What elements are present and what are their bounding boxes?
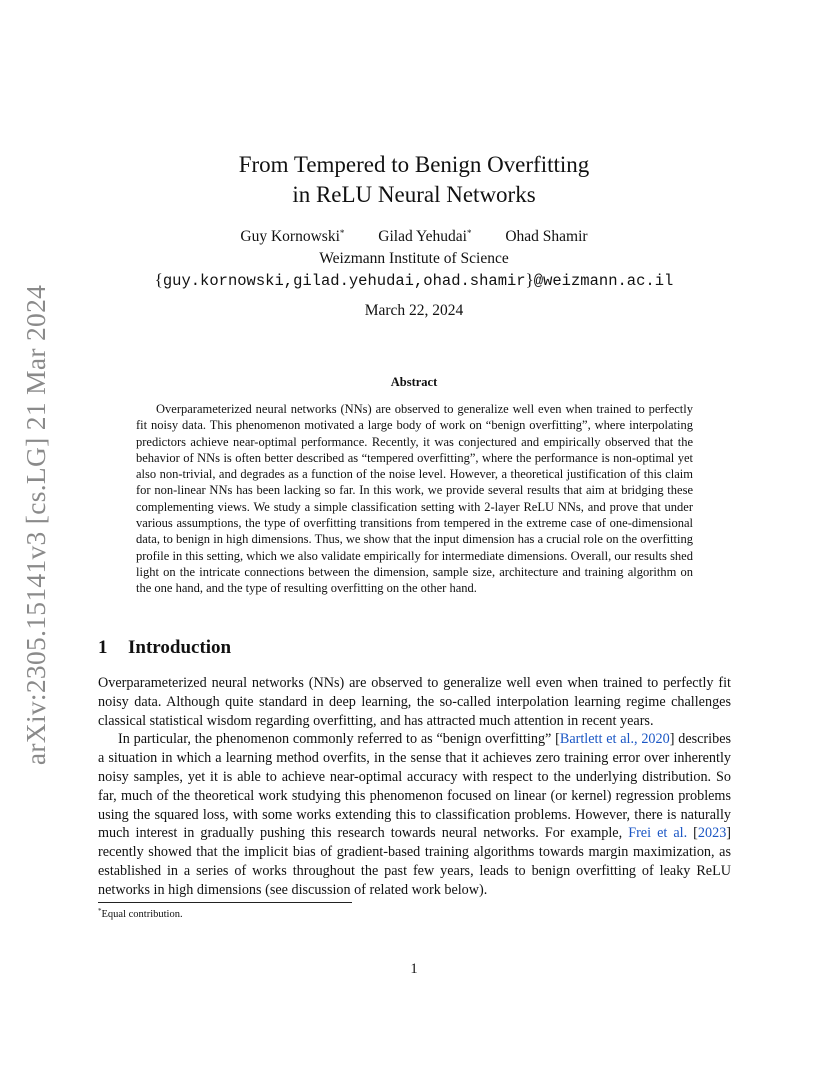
title-line-2: in ReLU Neural Networks [292, 182, 536, 207]
title-line-1: From Tempered to Benign Overfitting [238, 152, 590, 177]
citation-link-frei-year[interactable]: 2023 [697, 825, 727, 842]
author-2: Gilad Yehudai* [378, 228, 472, 245]
arxiv-identifier-stamp: arXiv:2305.15141v3 [cs.LG] 21 Mar 2024 [20, 284, 51, 766]
introduction-body [98, 674, 731, 900]
footnote-divider [98, 902, 352, 903]
abstract-text: Overparameterized neural networks (NNs) are observed to generalize well even when trained to perfectly fit noisy data. This phenomenon motivated a large body of work on “benign overfitting”, where interpolating predictors achieve near-optimal performance. Recently, it was conjectured and empirically observed that the behavior of NNs is often better described as “tempered overfitting”, where the performance is non-optimal yet also non-trivial, and degrades as a function of the noise level. However, a theoretical justification of this claim for non-linear NNs has been lacking so far. In this work, we provide several results that aim at bridging these complementing views. We study a simple classification setting with 2-layer ReLU NNs, and prove that under various assumptions, the type of overfitting transitions from tempered in the extreme case of one-dimensional data, to benign in high dimensions. Thus, we show that the input dimension has a crucial role on the overfitting profile in this setting, which we also validate empirically for intermediate dimensions. Overall, our results shed light on the intricate connections between the dimension, sample size, architecture and training algorithm on the one hand, and the type of resulting overfitting on the other hand. [136, 402, 693, 596]
equal-contribution-mark: * [466, 228, 472, 238]
intro-paragraph-1: Overparameterized neural networks (NNs) are observed to generalize well even when trained to perfectly fit noisy data. Although quite standard in deep learning, the so-called interpolation learning regime challenges classical statistical wisdom regarding overfitting, and has attracted much attention in recent years. [98, 675, 731, 729]
publication-date: March 22, 2024 [364, 302, 464, 319]
citation-link-frei[interactable]: Frei et al. [628, 825, 688, 842]
section-heading [98, 637, 231, 659]
footnote-text: Equal contribution. [101, 909, 183, 920]
author-3: Ohad Shamir [505, 228, 588, 245]
author-1: Guy Kornowski* [240, 228, 345, 245]
footnote [98, 907, 183, 920]
affiliation: Weizmann Institute of Science [319, 250, 509, 267]
intro-paragraph-2: In particular, the phenomenon commonly referred to as “benign overfitting” [Bartlett et al., 2020] describes a situation in which a learning method overfits, in the sense that it achieves zero training error over inherently noisy samples, yet it is able to achieve near-optimal accuracy with respect to the underlying distribution. So far, much of the theoretical work studying this phenomenon focused on linear (or kernel) regression problems using the squared loss, with some works extending this to classification problems. However, there is naturally much interest in gradually pushing this research towards neural networks. For example, Frei et al. [2023] recently showed that the implicit bias of gradient-based training algorithms towards margin maximization, as established in a series of works throughout the past few years, leads to benign overfitting of leaky ReLU networks in high dimensions (see discussion of related work below). [98, 731, 732, 898]
author-list [0, 228, 828, 246]
footnote-mark: * [98, 907, 102, 915]
equal-contribution-mark: * [339, 228, 345, 238]
section-number: 1 [98, 637, 108, 658]
page-number: 1 [410, 961, 418, 977]
paper-title [0, 150, 828, 210]
abstract-body [136, 401, 693, 597]
citation-link-bartlett[interactable]: Bartlett et al., 2020 [559, 731, 670, 748]
section-title: Introduction [128, 637, 232, 658]
author-emails: {guy.kornowski,gilad.yehudai,ohad.shamir}@weizmann.ac.il [154, 270, 674, 290]
abstract-heading: Abstract [390, 375, 438, 389]
